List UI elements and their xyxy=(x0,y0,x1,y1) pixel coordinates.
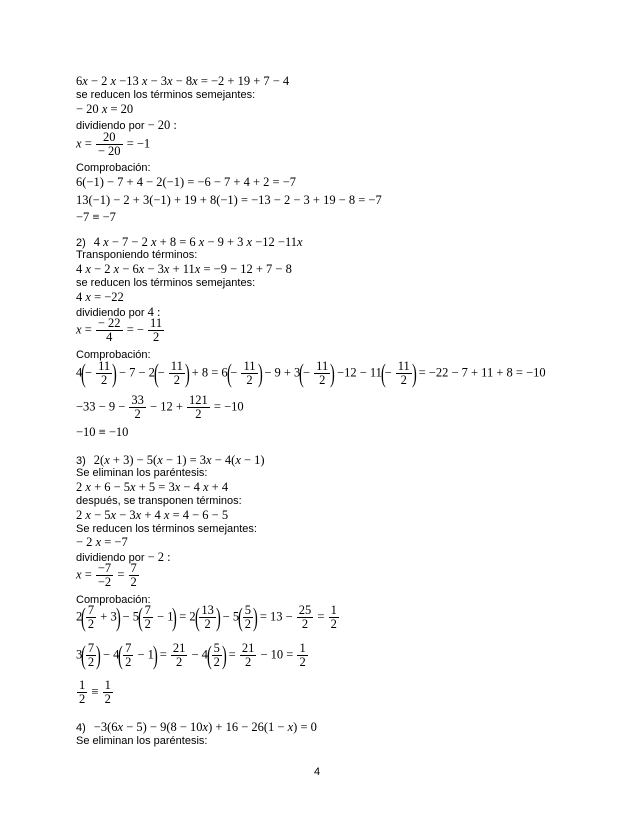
page-number: 4 xyxy=(314,766,321,778)
equation: 4(− $\frac{11}{2}$ ) − 7 − 2(− $\frac{11}{2}$ ) + 8 = 6(− $\frac{11}{2}$ ) − 9 + 3(− $\frac{11}{2}$ ) −12 − 11(− $\frac{11}{2}$ ) = −22 − 7 + 11 + 8 = −10 xyxy=(76,358,546,388)
step-text: Se eliminan los paréntesis: xyxy=(76,467,208,479)
equation: x = $\frac{-7}{-2}$ = $\frac{7}{2}$ xyxy=(76,561,137,589)
equation: 4 x = −22 xyxy=(76,290,124,304)
equation: x = $\frac{20}{- 20}$ = −1 xyxy=(76,130,151,158)
equation: − 2 x = −7 xyxy=(76,535,128,549)
equation: 2 x + 6 − 5x + 5 = 3x − 4 x + 4 xyxy=(76,480,229,494)
equation: 6(−1) − 7 + 4 − 2(−1) = −6 − 7 + 4 + 2 = −7 xyxy=(76,175,296,189)
step-text: se reducen los términos semejantes: xyxy=(76,277,256,289)
equation: −10 ≡ −10 xyxy=(76,425,129,439)
step-text: dividiendo por 4 : xyxy=(76,305,161,319)
equation: − 20 x = 20 xyxy=(76,102,134,116)
step-text: Comprobación: xyxy=(76,594,151,606)
equation: 6x − 2 x −13 x − 3x − 8x = −2 + 19 + 7 − 4 xyxy=(76,74,290,88)
equation: −7 ≡ −7 xyxy=(76,210,116,224)
step-text: dividiendo por − 2 : xyxy=(76,550,171,564)
step-text: Comprobación: xyxy=(76,162,151,174)
step-text: después, se transponen términos: xyxy=(76,495,242,507)
step-text: Transponiendo términos: xyxy=(76,249,198,261)
problem-heading: 2) 4 x − 7 − 2 x + 8 = 6 x − 9 + 3 x −12 −11x xyxy=(76,235,303,249)
problem-heading: 3) 2(x + 3) − 5(x − 1) = 3x − 4(x − 1) xyxy=(76,453,265,467)
step-text: Se eliminan los paréntesis: xyxy=(76,735,208,747)
equation: −33 − 9 − $\frac{33}{2}$ − 12 + $\frac{121}{2}$ = −10 xyxy=(76,393,244,421)
equation: 3( $\frac{7}{2}$ ) − 4( $\frac{7}{2}$ − 1) = $\frac{21}{2}$ − 4( $\frac{5}{2}$ ) = $\frac{21}{2}$ − 10 = $\frac{1}{2}$ xyxy=(76,640,306,670)
step-text: Se reducen los términos semejantes: xyxy=(76,523,257,535)
equation: 13(−1) − 2 + 3(−1) + 19 + 8(−1) = −13 − 2 − 3 + 19 − 8 = −7 xyxy=(76,193,382,207)
equation: 2 x − 5x − 3x + 4 x = 4 − 6 − 5 xyxy=(76,508,229,522)
step-text: dividiendo por − 20 : xyxy=(76,118,177,132)
equation: $\frac{1}{2}$ ≡ $\frac{1}{2}$ xyxy=(79,678,111,706)
equation: 4 x − 2 x − 6x − 3x + 11x = −9 − 12 + 7 − 8 xyxy=(76,262,292,276)
equation: 2( $\frac{7}{2}$ + 3) − 5( $\frac{7}{2}$ − 1) = 2( $\frac{13}{2}$ ) − 5( $\frac{5}{2}$ ) = 13 − $\frac{25}{2}$ = $\frac{1}{2}$ xyxy=(76,602,337,632)
problem-heading: 4) −3(6x − 5) − 9(8 − 10x) + 16 − 26(1 − x) = 0 xyxy=(76,720,317,734)
equation: x = $\frac{- 22}{4}$ = − $\frac{11}{2}$ xyxy=(76,316,163,344)
step-text: Comprobación: xyxy=(76,349,151,361)
step-text: se reducen los términos semejantes: xyxy=(76,89,256,101)
